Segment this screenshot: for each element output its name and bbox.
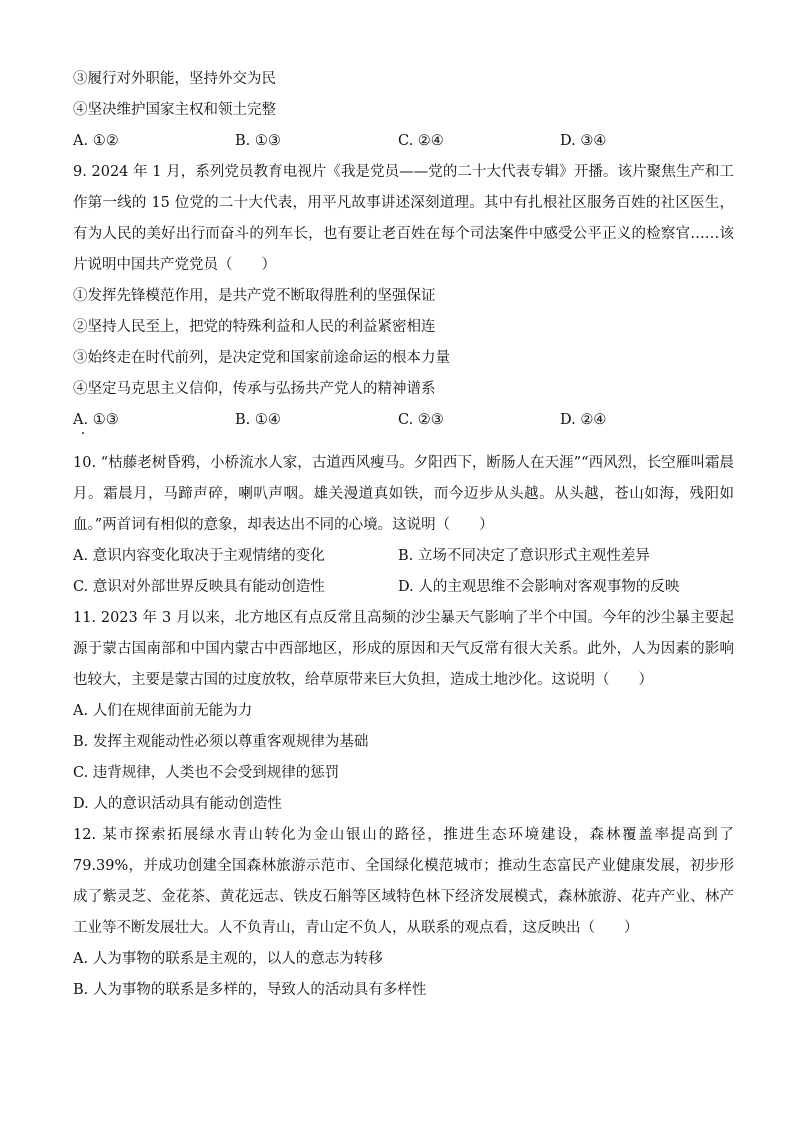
q9-statement-3: ③始终走在时代前列，是决定党和国家前途命运的根本力量 — [73, 350, 450, 366]
q10-option-d: D. 人的主观思维不会影响对客观事物的反映 — [398, 579, 680, 595]
q11-option-c: C. 违背规律，人类也不会受到规律的惩罚 — [73, 765, 340, 781]
q9-option-d: D. ②④ — [560, 412, 607, 428]
q8-option-a: A. ①② — [73, 133, 119, 149]
q8-options — [73, 126, 734, 157]
q10-option-b: B. 立场不同决定了意识形式主观性差异 — [398, 548, 650, 564]
q8-option-b: B. ①③ — [235, 133, 281, 149]
q10-option-a: A. 意识内容变化取决于主观情绪的变化 — [73, 548, 325, 564]
q10-options-row-1 — [73, 541, 734, 572]
q12-option-a: A. 人为事物的联系是主观的，以人的意志为转移 — [73, 951, 383, 967]
q8-statement-4: ④坚决维护国家主权和领土完整 — [73, 102, 276, 118]
q10-stem: 10. “枯藤老树昏鸦，小桥流水人家，古道西风瘦马。夕阳西下，断肠人在天涯”“西风烈，长空雁叫霜晨月。霜晨月，马蹄声碎，喇叭声咽。雄关漫道真如铁，而今迈步从头越。从头越，苍山如海，残阳如血。”两首词有相似的意象，却表达出不同的心境。这说明（ ） — [73, 455, 734, 533]
q11-option-b: B. 发挥主观能动性必须以尊重客观规律为基础 — [73, 734, 369, 750]
q9-option-b: B. ①④ — [235, 412, 281, 428]
spacer — [73, 436, 734, 448]
q8-option-c: C. ②④ — [398, 133, 444, 149]
q11-option-a: A. 人们在规律面前无能为力 — [73, 703, 253, 719]
q8-statement-3: ③履行对外职能，坚持外交为民 — [73, 71, 276, 87]
q9-option-a: A. ①③ — [73, 412, 119, 428]
q9-statement-2: ②坚持人民至上，把党的特殊利益和人民的利益紧密相连 — [73, 319, 436, 335]
q11-option-d: D. 人的意识活动具有能动创造性 — [73, 796, 282, 812]
q9-option-c: C. ②③ — [398, 412, 444, 428]
q9-statement-4: ④坚定马克思主义信仰，传承与弘扬共产党人的精神谱系 — [73, 381, 436, 397]
q12-option-b: B. 人为事物的联系是多样的，导致人的活动具有多样性 — [73, 982, 427, 998]
q8-option-d: D. ③④ — [560, 133, 607, 149]
q9-stem: 9. 2024 年 1 月，系列党员教育电视片《我是党员——党的二十大代表专辑》开播。该片聚焦生产和工作第一线的 15 位党的二十大代表，用平凡故事讲述深刻道理。其中有扎根社区服务百姓的社区医生，有为人民的美好出行而奋斗的列车长，也有要让老百姓在每个司法案件中感受公平正义的检察官……该片说明中国共产党党员（ ） — [73, 164, 734, 273]
q9-options — [73, 405, 734, 436]
q11-stem: 11. 2023 年 3 月以来，北方地区有点反常且高频的沙尘暴天气影响了半个中国。今年的沙尘暴主要起源于蒙古国南部和中国内蒙古中西部地区，形成的原因和天气反常有很大关系。此外，人为因素的影响也较大，主要是蒙古国的过度放牧，给草原带来巨大负担，造成土地沙化。这说明（ ） — [73, 610, 734, 688]
q9-statement-1: ①发挥先锋模范作用，是共产党不断取得胜利的坚强保证 — [73, 288, 436, 304]
q10-option-c: C. 意识对外部世界反映具有能动创造性 — [73, 579, 325, 595]
q12-stem: 12. 某市探索拓展绿水青山转化为金山银山的路径，推进生态环境建设，森林覆盖率提高到了 79.39%，并成功创建全国森林旅游示范市、全国绿化模范城市；推动生态富民产业健康发展，初步形成了紫灵芝、金花茶、黄花远志、铁皮石斛等区域特色林下经济发展模式，森林旅游、花卉产业、林产工业等不断发展壮大。人不负青山，青山定不负人，从联系的观点看，这反映出（ ） — [73, 827, 734, 936]
q10-options-row-2 — [73, 572, 734, 603]
stray-dot-mark — [82, 432, 84, 434]
